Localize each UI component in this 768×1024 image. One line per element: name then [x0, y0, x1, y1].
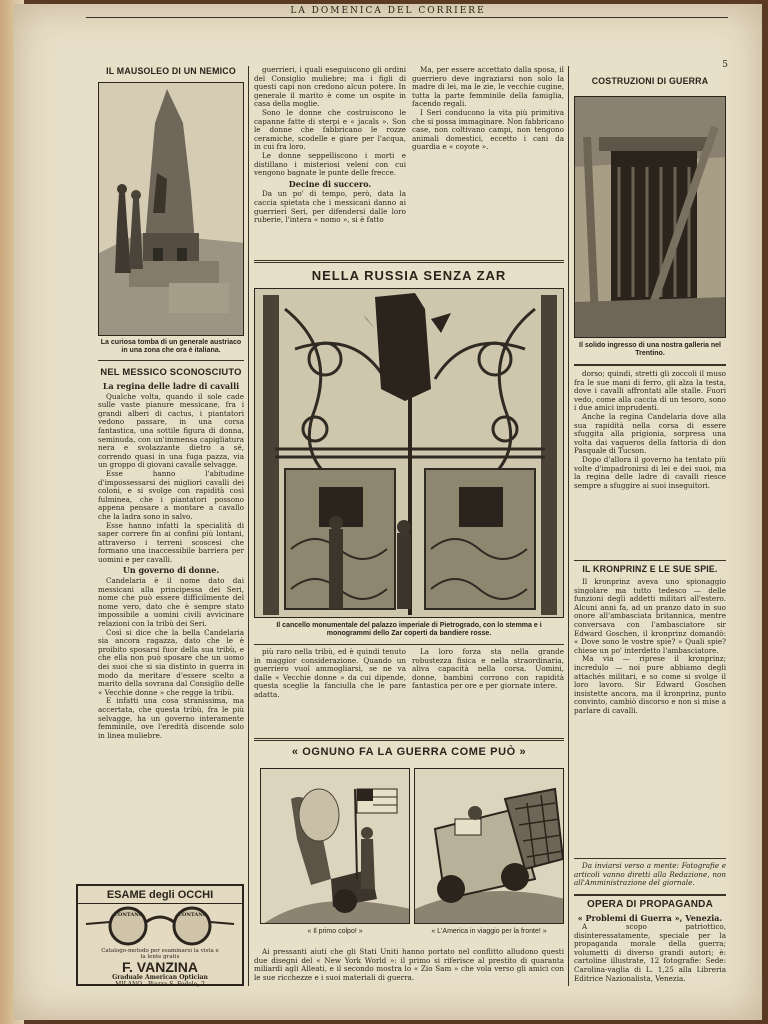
truck-cartoon-illustration [415, 769, 564, 924]
article-paragraph: più raro nella tribù, ed è quindi tenuto in maggior considerazione. Quando un guerriero vuol ammogliarsi, se ne va dalle « Vecchie donne » da cui dipende, questa sceglie la fanciulla che le pare adatta. [254, 648, 406, 699]
opera-title: OPERA DI PROPAGANDA [586, 899, 714, 910]
opera-article [574, 923, 726, 987]
guerra-caption-right: « L'America in viaggio per la fronte! » [431, 928, 547, 935]
page-number: 5 [722, 60, 728, 70]
messico-subtitle-2: Un governo di donne. [122, 565, 220, 576]
messico-article [98, 380, 244, 878]
article-paragraph: La loro forza sta nella grande robustezza fisica e nella straordinaria, aliva capacità nella corsa. Uomini, donne, bambini corrono con rapidità fantastica per ore e per giornate intere. [412, 648, 564, 691]
editorial-note [574, 862, 726, 890]
article-paragraph: Da un po' di tempo, però, data la caccia spietata che i messicani danno ai guerrieri Seri, per difendersi dalle loro ruberie, l'intera « nomo », si è fatto [254, 189, 406, 225]
ad-subtitle: Graduale American Optician [112, 974, 208, 981]
article-paragraph: Ai pressanti aiuti che gli Stati Uniti hanno portato nel conflitto alludono questi due disegni del « New York World »: il primo si riferisce al prestito di quaranta miliardi agli Alleati, e il secondo mostra lo « Zio Sam » che vola verso gli amici con le sue ricchezze e i suoi materiali di guerra. [254, 948, 564, 982]
rule [574, 894, 726, 896]
article-paragraph: guerrieri, i quali eseguiscono gli ordini del Consiglio muliebre; ma i figli di questi capi non credono alcun potere. In generale il marito è come un ospite in casa della moglie. [254, 66, 406, 109]
article-subtitle: Decine di succero. [288, 178, 372, 189]
cartoon-first-shot [260, 768, 410, 924]
messico-paragraph: E infatti una cosa stranissima, ma accertata, che questa tribù, fra le più selvagge, ha un governo interamente femminile, ove l'eredità discende solo in linea muliebre. [98, 696, 244, 740]
ad-note: Catalogo-metodo per esaminarsi la vista e la lente gratis [101, 948, 219, 960]
messico-paragraph: Esse hanno l'abitudine d'impossessarsi dei migliori cavalli dei coloni, e si svolge con rapidità così fulminea, che i piantatori possono appena pensare a montare a cavallo che la ladra sono in salvo. [98, 468, 244, 521]
messico-subtitle: La regina delle ladre di cavalli [102, 381, 240, 391]
article-paragraph: Le donne seppelliscono i morti e distillano i misteriosi veleni con cui vengono bagnate le punte delle frecce. [254, 150, 406, 178]
cartoon-america-travels [414, 768, 564, 924]
center-top-col2 [412, 66, 564, 254]
gallery-entrance-illustration [575, 97, 726, 338]
costruzioni-caption: Il solido ingresso di una nostra galleria nel Trentino. [579, 342, 721, 358]
optician-advertisement [76, 884, 244, 986]
note-text: Da inviarsi verso a mente: Fotografie e articoli vanno diretti alla Redazione, non all'Amministrazione del giornale. [574, 862, 726, 888]
running-head: LA DOMENICA DEL CORRIERE [290, 6, 486, 16]
center-top-col1 [254, 66, 406, 254]
mausoleo-caption: La curiosa tomba di un generale austriaco in una zona che ora è italiana. [100, 339, 242, 355]
guerra-text [254, 948, 564, 988]
russia-title: NELLA RUSSIA SENZA ZAR [311, 268, 507, 283]
costruzioni-photo [574, 96, 726, 338]
russia-gate-photo [254, 288, 564, 618]
article-paragraph: Anche la regina Candelaria dove alla sua rapidità nella corsa di essere sfuggita alla prigionia, sorpresa una volta dai vaqueros della fattoria di don Pasquale di Tucson. [574, 411, 726, 456]
article-paragraph: Ma, per essere accettato dalla sposa, il guerriero deve ingraziarsi non solo la madre di lei, ma le zie, le vecchie cugine, tutta la parte femminile della famiglia, facendo regali. [412, 66, 564, 109]
article-paragraph: A scopo patriottico, disinteressatamente, speciale per la propaganda morale della guerra; volumetti di diverso grandi autori; è: cartoline illustrate, 12 fotografie: Sede: Carolina-vaglia di L. 1,25 alla Libreria Editrice Nazionalista, Venezia. [574, 923, 726, 983]
ad-address: MILANO - Piazza S. Fedele, 2 [115, 981, 205, 988]
rule [574, 560, 726, 561]
column-rule [568, 66, 569, 986]
kronprinz-article [574, 578, 726, 854]
article-paragraph: dorso; quindi, stretti gli zoccoli il muso fra le sue mani di ferro, gli alza la testa, dove i cavalli affrontati alle stalle. Fuori vedo, come alla caccia di un tesoro, sono i due amici imprudenti. [574, 370, 726, 413]
guerra-title: « OGNUNO FA LA GUERRA COME PUÒ » [291, 746, 527, 758]
newspaper-page [14, 4, 762, 1020]
rule [98, 360, 244, 361]
mausoleum-illustration [99, 83, 244, 336]
messico-paragraph: Candelaria è il nome dato dai messicani alla principessa dei Seri, nome che può essere difficilmente del nome vero, dato che è sempre stato impossibile a uomini civili avvicinare relazioni con la tribù dei Seri. [98, 576, 244, 629]
iron-gate-illustration [255, 289, 564, 618]
cannon-cartoon-illustration [261, 769, 410, 924]
messico-paragraph: Esse hanno infatti la specialità di saper correre fin ai confini più lontani, attraverso i terreni scoscesi che formano una inaccessibile barriera per uomini e per cavalli. [98, 520, 244, 564]
article-paragraph: Ma via — riprese il kronprinz; incredulo — noi pure abbiamo degli attachés militari, e so come si svolge il loro lavoro. Sir Edward Goschen insistette ancora, ma il kronprinz, punto convinto, cambiò discorso e non si mise a parlare di cavalli. [574, 654, 726, 715]
lens-left-label: CONTANO [114, 912, 144, 918]
mausoleo-title: IL MAUSOLEO DI UN NEMICO [106, 66, 236, 76]
russia-caption: Il cancello monumentale del palazzo imperiale di Pietrogrado, con lo stemma e i monogrammi dello Zar coperti da bandiere rosse. [276, 622, 542, 638]
column-rule [248, 66, 249, 986]
header-rule [86, 17, 728, 18]
article-paragraph: I Seri conducono la vita più primitiva che si possa immaginare. Non fabbricano case, non coltivano campi, non tengono animali domestici, eccetto i cani da guardia e « coyote ». [412, 107, 564, 152]
messico-title: NEL MESSICO SCONOSCIUTO [100, 366, 242, 377]
messico-paragraph: Così si dice che la bella Candelaria sia ancora ragazza, dato che le è proibito sposarsi fuor della sua tribù, e che ella non può sposare che un uomo dei suoi che si sia distinto in guerra in modo da meritare d'essere scelto a marito della sovrana dal Consiglio delle « Vecchie donne » che regge la tribù. [98, 627, 244, 697]
center-mid-col1 [254, 648, 406, 732]
article-paragraph: Dopo d'allora il governo ha tentato più volte d'impadronirsi di lei e dei suoi, ma la regina delle ladre di cavalli riesce sempre a sfuggire ai suoi inseguitori. [574, 454, 726, 490]
article-paragraph: Il kronprinz aveva uno spionaggio singolare ma tutto tedesco — delle funzioni degli addetti militari all'estero. Alcuni anni fa, ad un pranzo dato in suo onore all'ambasciata britannica, mentre conversava con l'ambasciatore sir Edward Goschen, il kronprinz domandò: « Dove sono le vostre spie? » Quali spie? chiese un po' interdetto l'ambasciatore. [574, 578, 726, 655]
spectacles-icon [78, 904, 242, 948]
mausoleo-photo [98, 82, 244, 336]
rule [254, 260, 564, 263]
rule [254, 644, 564, 645]
guerra-caption-left: « Il primo colpo! » [307, 928, 363, 935]
opera-subtitle: « Problemi di Guerra », Venezia. [577, 913, 723, 923]
rule [574, 364, 726, 366]
rule [574, 858, 726, 859]
ad-title: ESAME degli OCCHI [78, 889, 242, 904]
ad-brand: F. VANZINA [122, 959, 198, 975]
article-paragraph: Sono le donne che costruiscono le capanne fatte di sterpi e « jacals ». Son le donne che fabbricano le rozze ceramiche, scodelle e giare per l'acqua, in cui fra loro. [254, 107, 406, 152]
costruzioni-title: COSTRUZIONI DI GUERRA [591, 76, 709, 86]
center-mid-col2 [412, 648, 564, 732]
messico-paragraph: Qualche volta, quando il sole cade sulle vaste pianure messicane, fra i grandi alberi di cactus, i piantatori vedono passare, in una corsa fantastica, una sottile figura di donna, seminuda, con un'immensa capigliatura nera e svolazzante dietro a sé, correndo quasi in una fuga pazza, via un groppo di giovani cavalle selvagge. [98, 391, 244, 470]
kronprinz-title: IL KRONPRINZ E LE SUE SPIE. [582, 564, 718, 574]
rule [254, 738, 564, 741]
right-article [574, 370, 726, 556]
lens-right-label: CONTANO [178, 912, 208, 918]
